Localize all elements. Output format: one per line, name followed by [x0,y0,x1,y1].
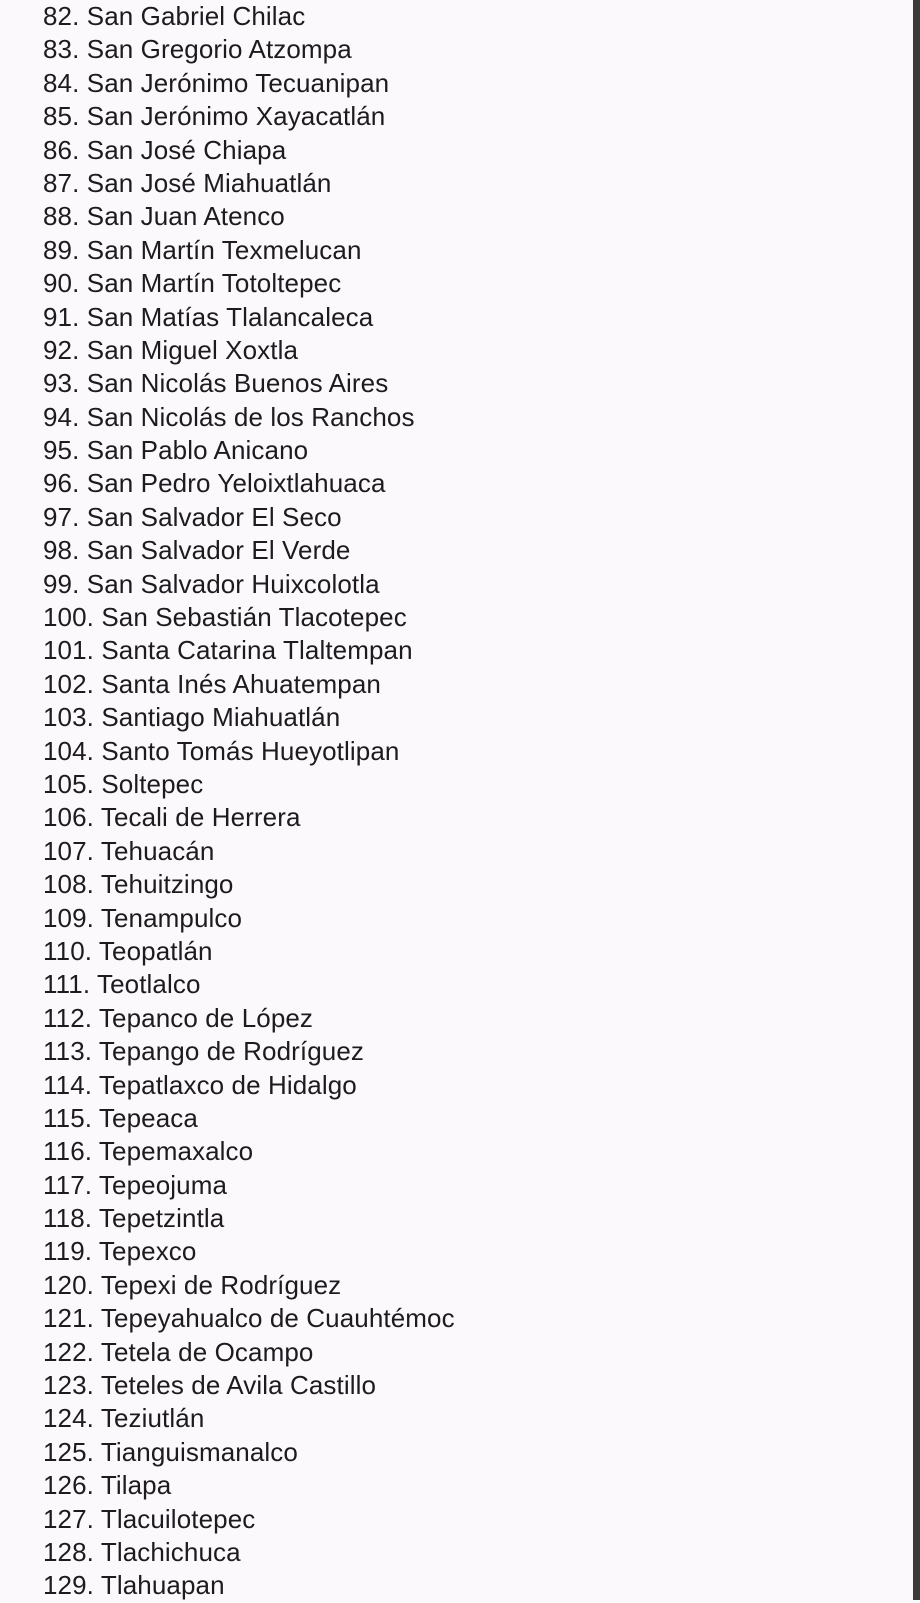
list-item: 116. Tepemaxalco [43,1136,254,1167]
list-item: 99. San Salvador Huixcolotla [43,568,380,599]
list-item: 118. Tepetzintla [43,1203,225,1234]
list-item: 94. San Nicolás de los Ranchos [43,401,415,432]
list-item: 117. Tepeojuma [43,1169,228,1200]
list-item: 109. Tenampulco [43,902,243,933]
list-item: 101. Santa Catarina Tlaltempan [43,635,413,666]
list-item: 129. Tlahuapan [43,1570,225,1601]
list-item: 119. Tepexco [43,1236,197,1267]
list-item: 113. Tepango de Rodríguez [43,1036,365,1067]
municipality-list [43,0,455,1603]
list-item: 122. Tetela de Ocampo [43,1336,314,1367]
list-item: 120. Tepexi de Rodríguez [43,1269,342,1300]
list-item: 93. San Nicolás Buenos Aires [43,368,389,399]
list-item: 89. San Martín Texmelucan [43,234,362,265]
list-item: 124. Teziutlán [43,1403,205,1434]
list-item: 105. Soltepec [43,768,204,799]
list-item: 86. San José Chiapa [43,134,287,165]
list-item: 92. San Miguel Xoxtla [43,334,299,365]
list-item: 91. San Matías Tlalancaleca [43,301,374,332]
list-item: 127. Tlacuilotepec [43,1503,256,1534]
list-item: 104. Santo Tomás Hueyotlipan [43,735,400,766]
list-item: 115. Tepeaca [43,1102,198,1133]
list-item: 82. San Gabriel Chilac [43,1,306,31]
list-item: 106. Tecali de Herrera [43,802,301,833]
list-item: 100. San Sebastián Tlacotepec [43,602,407,633]
list-item: 85. San Jerónimo Xayacatlán [43,101,386,132]
list-item: 87. San José Miahuatlán [43,167,332,198]
list-item: 111. Teotlalco [43,969,201,1000]
list-item: 112. Tepanco de López [43,1002,314,1033]
list-item: 96. San Pedro Yeloixtlahuaca [43,468,386,499]
list-item: 110. Teopatlán [43,935,213,966]
list-item: 125. Tianguismanalco [43,1436,298,1467]
list-item: 97. San Salvador El Seco [43,501,342,532]
screen-edge-bar [913,0,920,1600]
list-item: 84. San Jerónimo Tecuanipan [43,67,390,98]
list-item: 128. Tlachichuca [43,1536,241,1567]
list-item: 95. San Pablo Anicano [43,435,309,466]
list-item: 98. San Salvador El Verde [43,535,351,566]
list-item: 102. Santa Inés Ahuatempan [43,668,381,699]
list-item: 114. Tepatlaxco de Hidalgo [43,1069,357,1100]
list-item: 88. San Juan Atenco [43,201,285,232]
list-item: 123. Teteles de Avila Castillo [43,1370,377,1401]
list-item: 83. San Gregorio Atzompa [43,34,352,65]
list-item: 103. Santiago Miahuatlán [43,702,341,733]
list-item: 121. Tepeyahualco de Cuauhtémoc [43,1303,455,1334]
list-item: 108. Tehuitzingo [43,869,234,900]
list-item: 90. San Martín Totoltepec [43,268,342,299]
list-item: 126. Tilapa [43,1470,172,1501]
list-item: 107. Tehuacán [43,835,215,866]
